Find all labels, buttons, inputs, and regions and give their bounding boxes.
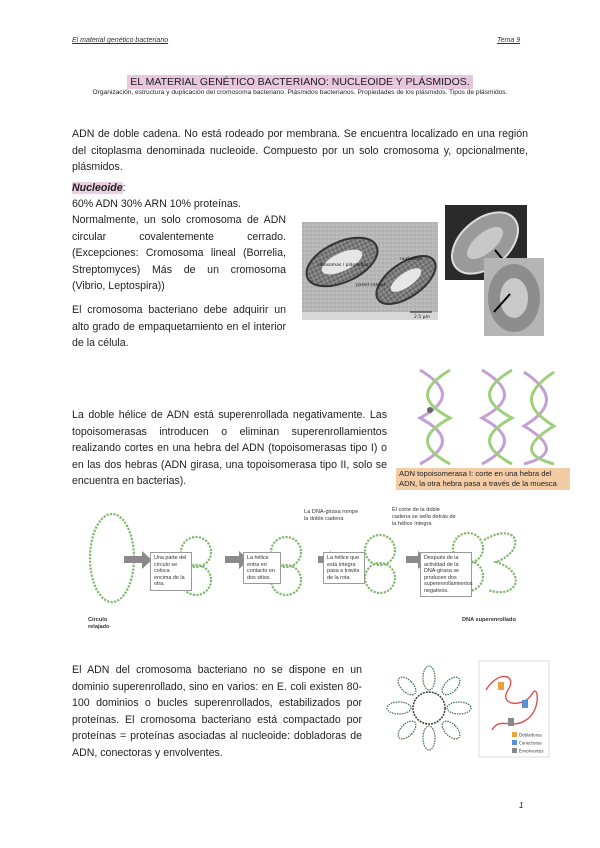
page-number: 1 xyxy=(519,801,524,810)
nucleoid-proteins-diagram xyxy=(478,660,550,758)
gyrase-step-1: Una parte del círculo se coloca encima de la otra. xyxy=(150,552,192,591)
intro-paragraph: ADN de doble cadena. No está rodeado por membrana. Se encuentra localizado en una región del citoplasma denominada nucleoide. Compuesto por un solo cromosoma y, opcionalmente, plásmidos. xyxy=(72,128,528,173)
micrograph-cell-bottom xyxy=(484,258,544,336)
gyrase-arrow-4-shaft xyxy=(406,556,418,563)
gyrase-note-cut-site: El corte de la doble cadena se sella detrás de la hélice íntegra xyxy=(392,507,456,527)
page-subtitle: Organización, estructura y duplicación del cromosoma bacteriano. Plásmidos bacterianos. Propiedades de los plásmidos. Tipos de plásmidos. xyxy=(92,89,508,96)
gyrase-arrow-1-shaft xyxy=(124,556,142,563)
supercoil-paragraph: La doble hélice de ADN está superenrollada negativamente. Las topoisomerasas introducen o eliminan superenrollamientos realizando cortes en una hebra del ADN (topoisomerasas tipo I) o en las dos hebras (ADN girasa, una topoisomerasa tipo II, solo se encuentra en bacterias). xyxy=(72,409,387,487)
domains-paragraph: El ADN del cromosoma bacteriano no se dispone en un dominio superenrollado, sino en varios: en E. coli existen 80-100 dominios o bucles superenrollados, estabilizados por proteínas. El cromosoma bacteriano está compactado por proteínas = proteínas asociadas al nucleoide: dobladoras de ADN, conectoras y envolventes. xyxy=(72,664,362,759)
nucleoid-heading: Nucleoide: xyxy=(72,182,126,194)
page-title: EL MATERIAL GENÉTICO BACTERIANO: NUCLEOIDE Y PLÁSMIDOS. xyxy=(0,72,600,90)
label-relaxed-circle: Círculo relajado xyxy=(88,617,110,630)
gyrase-note-cut: La DNA-girasa rompe la doble cadena xyxy=(304,509,359,522)
nucleoid-text-1: Normalmente, un solo cromosoma de ADN circular covalentemente cerrado. (Excepciones: Cromosoma lineal (Borrelia, Streptomyces) Más de un cromosoma (Vibrio, Leptospira)) xyxy=(72,214,286,292)
legend-envolventes: Envolventes xyxy=(519,748,544,754)
legend-dobladoras: Dobladoras xyxy=(519,732,542,738)
running-header-right: Tema 9 xyxy=(497,37,521,44)
gyrase-step-3: La hélice que está íntegra pasa a través de la rota. xyxy=(323,552,365,584)
supercoiled-domains-image xyxy=(383,662,475,754)
nucleoid-label: nucleoide xyxy=(400,257,422,262)
label-supercoiled-dna: DNA superenrollado xyxy=(462,617,516,623)
wall-label: pared celular xyxy=(356,283,386,288)
gyrase-step-4: Después de la actividad de la DNA-girasa se producen dos superenrollamientos negativos. xyxy=(420,552,472,597)
topoisomerase-caption: ADN topoisomerasa I: corte en una hebra del ADN, la otra hebra pasa a través de la muesca xyxy=(396,468,570,490)
running-header-left: El material genético bacteriano xyxy=(72,37,169,44)
gyrase-step-2: La hélice entra en contacto en dos sitios. xyxy=(243,552,281,584)
electron-micrograph xyxy=(302,222,438,320)
nucleoid-text-2: El cromosoma bacteriano debe adquirir un alto grado de empaquetamiento en el interior de la célula. xyxy=(72,304,286,349)
topoisomerase-helix-diagram xyxy=(402,368,562,466)
ribosomes-label: ribosomas / plásmidos xyxy=(318,263,369,268)
scale-label: 2.5 μm xyxy=(414,315,430,320)
legend-conectoras: Conectoras xyxy=(519,740,542,746)
nucleoid-composition: 60% ADN 30% ARN 10% proteínas. xyxy=(72,198,242,210)
gyrase-arrow-2-shaft xyxy=(225,556,239,563)
